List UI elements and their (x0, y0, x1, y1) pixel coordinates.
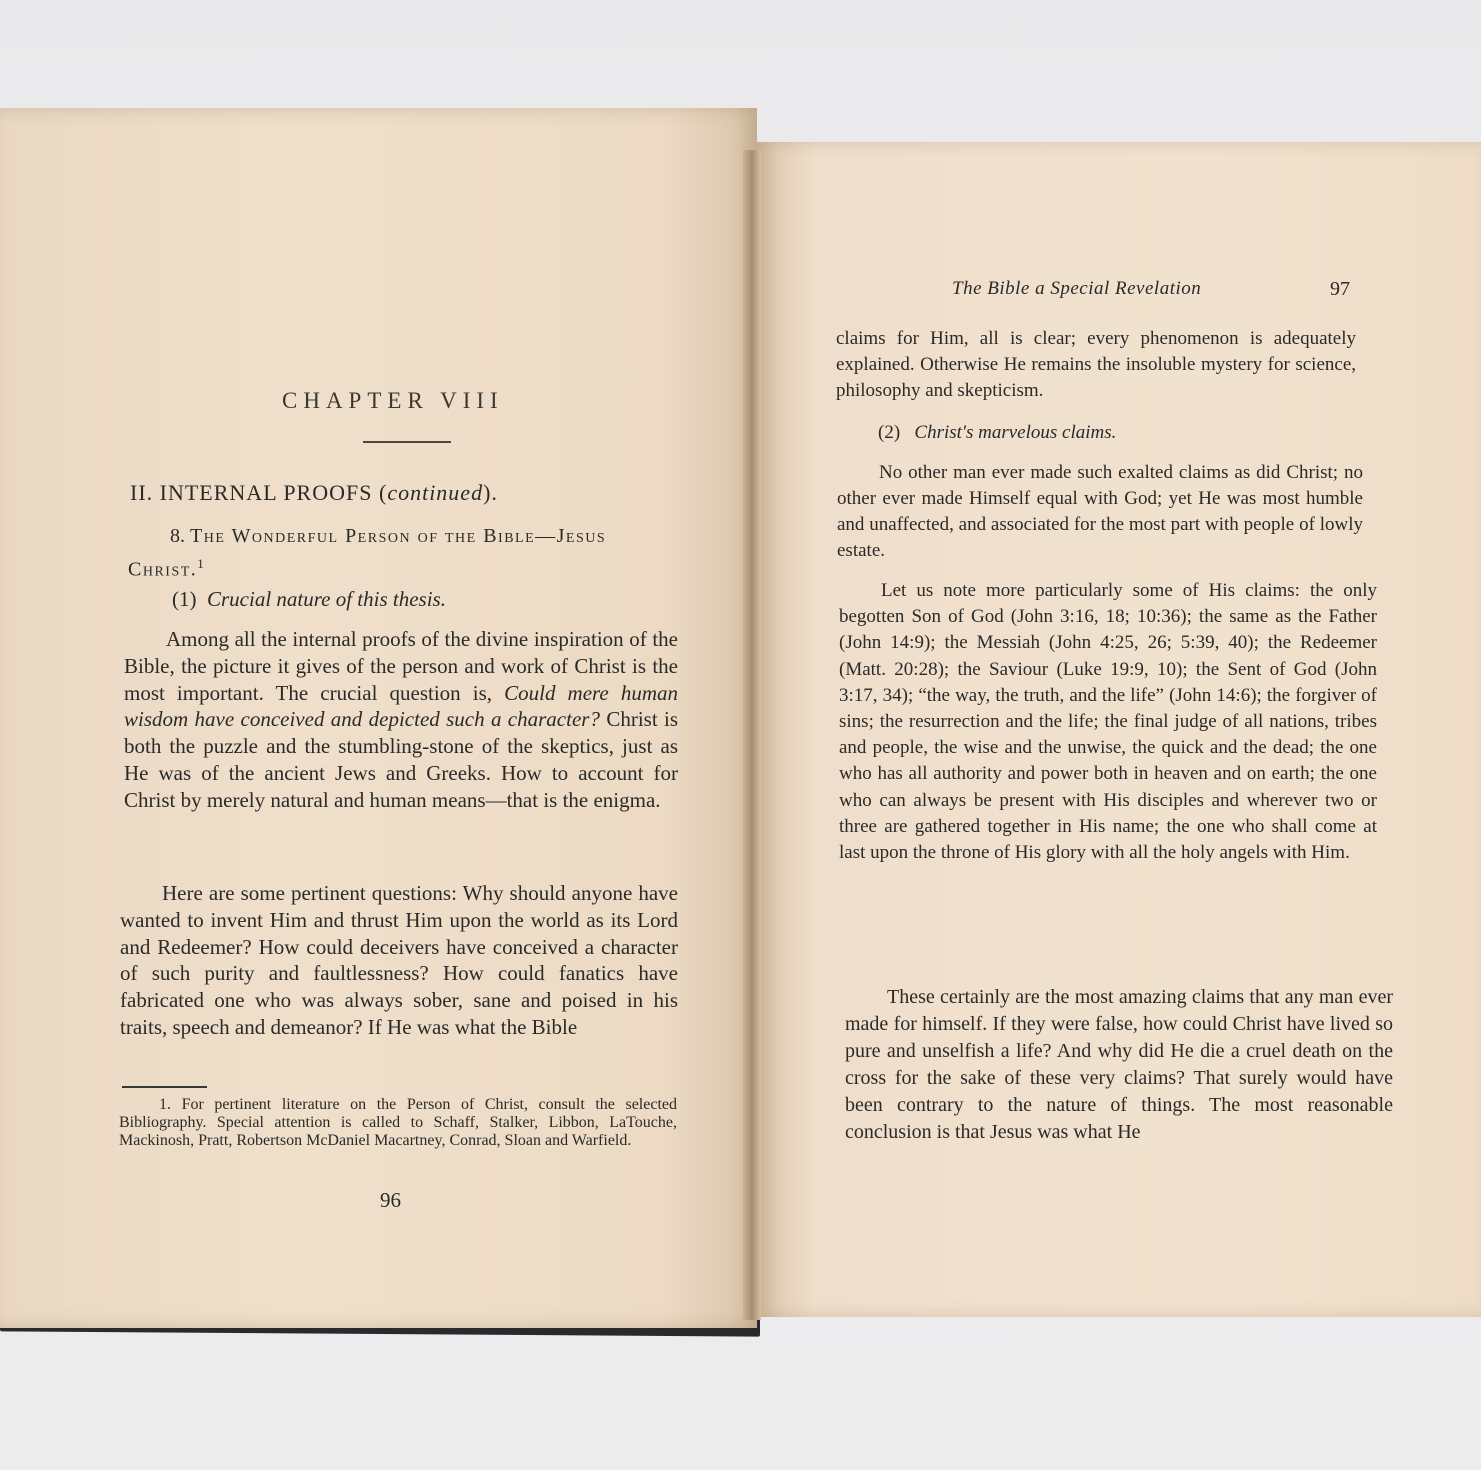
chapter-title: CHAPTER VIII (282, 388, 504, 413)
heading-2-number: (2) (878, 422, 901, 443)
left-paragraph-1 (124, 626, 678, 814)
heading-1-number: (1) (172, 587, 197, 611)
heading-1-text: Crucial nature of this thesis. (207, 587, 446, 611)
right-paragraph-continued: claims for Him, all is clear; every phenomenon is adequately explained. Otherwise He remains the insoluble mystery for science, philosophy and skepticism. (836, 328, 1356, 401)
subsection-number: 8. (170, 525, 185, 547)
heading-2-text: Christ's marvelous claims. (914, 422, 1117, 443)
heading-marvelous-claims (878, 420, 1358, 447)
left-paragraph-2 (120, 880, 678, 1041)
right-paragraph-3: These certainly are the most amazing claims that any man ever made for himself. If they were false, how could Christ have lived so pure and unselfish a life? And why did He die a cruel death on the cross for the sake of these very claims? That surely would have been contrary to the nature of things. The most reasonable conclusion is that Jesus was what He (845, 986, 1393, 1143)
right-paragraph-2: Let us note more particularly some of His claims: the only begotten Son of God (John 3:16, 18; 10:36); the same as the Father (John 14:9); the Messiah (John 4:25, 26; 5:39, 40); the Redeemer (Matt. 20:28); the Saviour (Luke 19:9, 10); the Sent of God (John 3:17, 34); “the way, the truth, and the life” (John 14:6); the forgiver of sins; the resurrection and the life; the final judge of all nations, tribes and people, the wise and the unwise, the quick and the dead; the one who has all authority and power both in heaven and on earth; the one who can always be present with His disciples and wherever two or three are gathered together in His name; the one who shall come at last upon the throne of His glory with all the holy angels with Him. (839, 580, 1377, 864)
footnote-marker: 1 (197, 556, 204, 571)
chapter-rule (363, 441, 451, 443)
section-label: II. INTERNAL PROOFS (130, 480, 373, 505)
footnote: 1. For pertinent literature on the Person of Christ, consult the selected Bibliography. Special attention is called to Schaff, Stalker, Libbon, LaTouche, Mackinosh, Pratt, Robertson McDaniel Macartney, Conrad, Sloan and Warfield. (119, 1096, 677, 1149)
left-para-2-text: Here are some pertinent questions: Why should anyone have wanted to invent Him and thrust Him upon the world as its Lord and Redeemer? How could deceivers have conceived a character of such purity and faultlessness? How could fanatics have fabricated one who was always sober, sane and poised in his traits, speech and demeanor? If He was what the Bible (120, 881, 678, 1039)
book-spine (743, 150, 761, 1320)
running-head: The Bible a Special Revelation (952, 278, 1202, 299)
right-page-number: 97 (1330, 278, 1350, 300)
section-qualifier: continued (387, 480, 484, 505)
left-para-1-italic: Could mere human wisdom have conceived and depicted such a character? (124, 680, 678, 732)
right-paragraph-1: No other man ever made such exalted claims as did Christ; no other ever made Himself equal with God; yet He was most humble and unaffected, and associated for the most part with people of lowly estate. (837, 462, 1363, 561)
left-para-1-before: Among all the internal proofs of the divine inspiration of the Bible, the picture it gives of the person and work of Christ is the most important. The crucial question is, (124, 627, 678, 705)
left-para-1-after: Christ is both the puzzle and the stumbling-stone of the skeptics, just as He was of the ancient Jews and Greeks. How to account for Christ by merely natural and human means—that is the enigma. (124, 707, 679, 812)
subsection-title: The Wonderful Person of the Bible—Jesus Christ. (128, 525, 607, 581)
section-heading: II. INTERNAL PROOFS (continued). (130, 480, 498, 505)
subsection-heading (128, 522, 678, 584)
footnote-rule (122, 1086, 207, 1088)
heading-crucial-nature (172, 586, 692, 613)
left-page-number: 96 (380, 1188, 401, 1212)
